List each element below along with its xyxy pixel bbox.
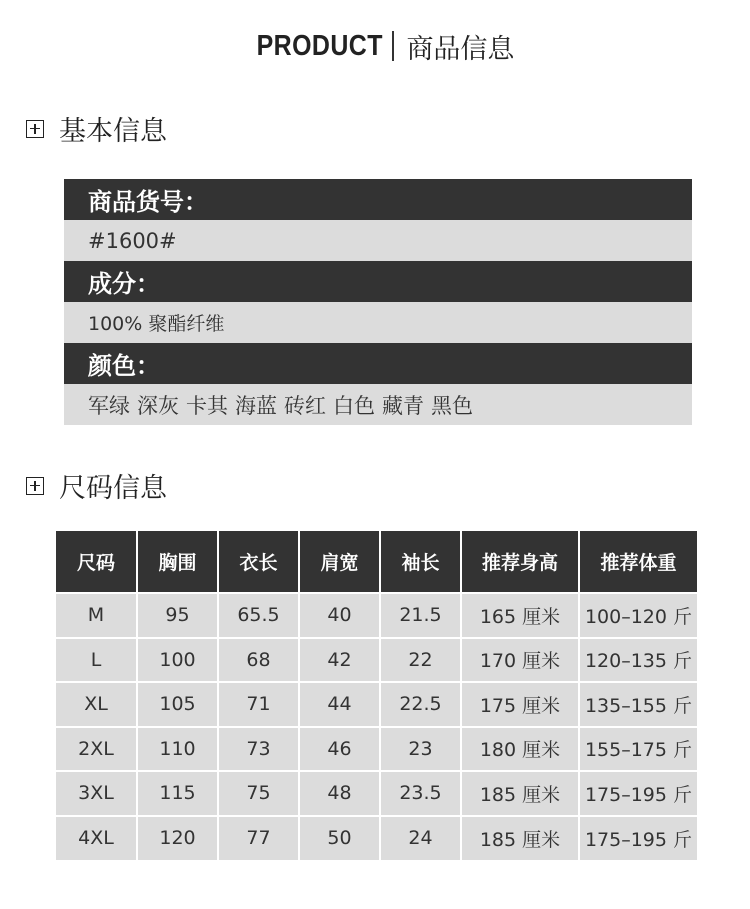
table-cell: 105 [137, 682, 218, 727]
table-cell: L [56, 638, 137, 683]
info-label-material: 成分： [64, 261, 692, 302]
plus-box-icon [26, 120, 44, 138]
table-cell: 22.5 [380, 682, 461, 727]
table-row [56, 638, 697, 683]
header-divider [392, 31, 394, 61]
table-row [56, 682, 697, 727]
table-cell: 65.5 [218, 593, 299, 638]
table-row [56, 816, 697, 861]
color-option: 海蓝 [235, 393, 277, 418]
table-cell: 73 [218, 727, 299, 772]
color-option: 白色 [333, 393, 375, 418]
table-cell: 155–175 斤 [579, 727, 697, 772]
table-cell: 120 [137, 816, 218, 861]
color-option: 深灰 [137, 393, 179, 418]
section-title-size [26, 466, 167, 505]
size-table-header: 袖长 [380, 531, 461, 593]
section-title-size-text: 尺码信息 [59, 473, 167, 504]
info-value-colors [64, 384, 692, 425]
basic-info-block [64, 179, 692, 425]
table-cell: 23.5 [380, 771, 461, 816]
table-cell: 175–195 斤 [579, 816, 697, 861]
color-option: 卡其 [186, 393, 228, 418]
table-row [56, 727, 697, 772]
color-option: 砖红 [284, 393, 326, 418]
plus-box-icon [26, 477, 44, 495]
size-table [56, 531, 697, 860]
color-option: 黑色 [431, 393, 473, 418]
color-option: 军绿 [88, 393, 130, 418]
size-table-header: 尺码 [56, 531, 137, 593]
table-cell: 115 [137, 771, 218, 816]
size-table-header-row [56, 531, 697, 593]
table-cell: 77 [218, 816, 299, 861]
info-value-material: 100% 聚酯纤维 [64, 302, 692, 343]
color-option: 藏青 [382, 393, 424, 418]
table-cell: 180 厘米 [461, 727, 579, 772]
table-cell: 71 [218, 682, 299, 727]
info-label-sku: 商品货号： [64, 179, 692, 220]
table-cell: 22 [380, 638, 461, 683]
table-cell: 185 厘米 [461, 816, 579, 861]
table-cell: 42 [299, 638, 380, 683]
table-cell: 21.5 [380, 593, 461, 638]
size-table-header: 肩宽 [299, 531, 380, 593]
table-cell: 23 [380, 727, 461, 772]
table-cell: 120–135 斤 [579, 638, 697, 683]
table-row [56, 771, 697, 816]
section-title-basic-text: 基本信息 [59, 116, 167, 147]
section-title-basic [26, 109, 167, 148]
table-cell: 100–120 斤 [579, 593, 697, 638]
page-header [0, 24, 750, 68]
table-cell: 95 [137, 593, 218, 638]
size-table-header: 胸围 [137, 531, 218, 593]
header-title-cn: 商品信息 [406, 33, 515, 65]
table-cell: XL [56, 682, 137, 727]
table-cell: 135–155 斤 [579, 682, 697, 727]
table-cell: 110 [137, 727, 218, 772]
size-table-header: 推荐身高 [461, 531, 579, 593]
header-title-en: PRODUCT [256, 29, 383, 62]
table-cell: 50 [299, 816, 380, 861]
table-row [56, 593, 697, 638]
info-label-color: 颜色： [64, 343, 692, 384]
size-table-header: 衣长 [218, 531, 299, 593]
table-cell: 44 [299, 682, 380, 727]
table-cell: 46 [299, 727, 380, 772]
table-cell: 3XL [56, 771, 137, 816]
table-cell: 165 厘米 [461, 593, 579, 638]
table-cell: M [56, 593, 137, 638]
table-cell: 175 厘米 [461, 682, 579, 727]
table-cell: 40 [299, 593, 380, 638]
table-cell: 48 [299, 771, 380, 816]
table-cell: 175–195 斤 [579, 771, 697, 816]
info-value-sku: #1600# [64, 220, 692, 261]
size-table-header: 推荐体重 [579, 531, 697, 593]
table-cell: 100 [137, 638, 218, 683]
table-cell: 24 [380, 816, 461, 861]
table-cell: 170 厘米 [461, 638, 579, 683]
table-cell: 4XL [56, 816, 137, 861]
table-cell: 68 [218, 638, 299, 683]
table-cell: 185 厘米 [461, 771, 579, 816]
table-cell: 75 [218, 771, 299, 816]
table-cell: 2XL [56, 727, 137, 772]
